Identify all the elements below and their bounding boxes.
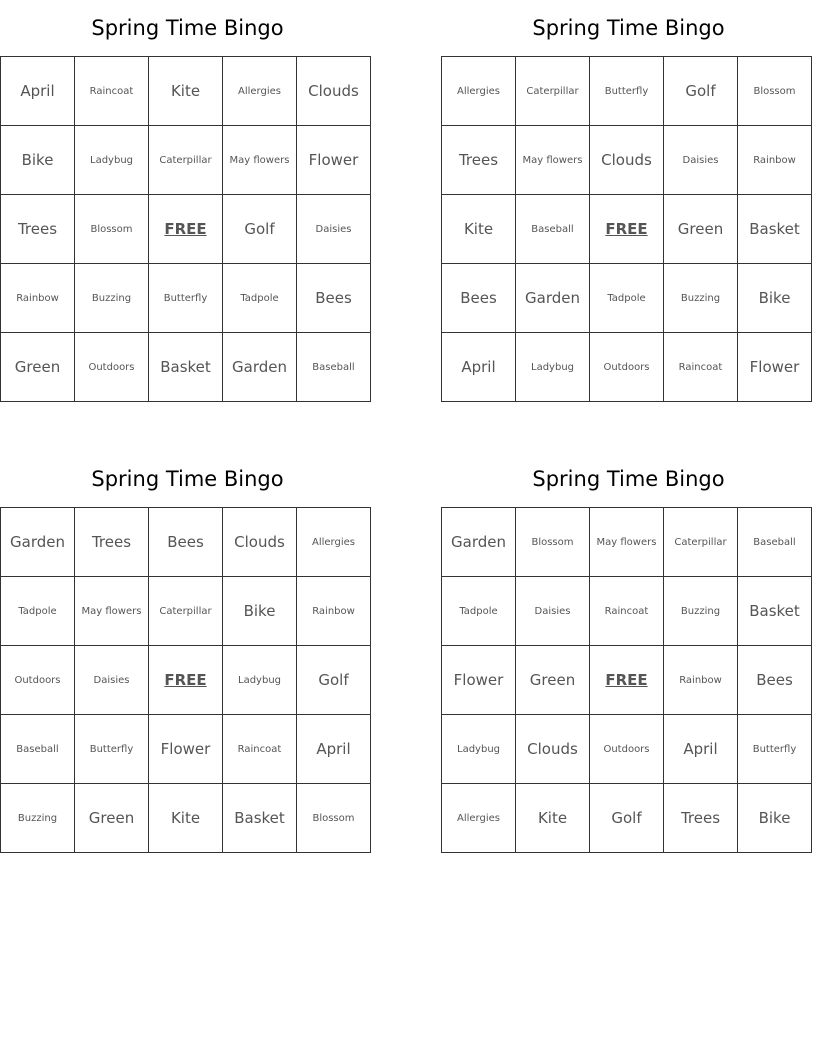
bingo-cell: Flower [738,333,812,402]
bingo-cell: Basket [738,577,812,646]
bingo-cell: Clouds [590,126,664,195]
bingo-cell: Ladybug [442,715,516,784]
free-space-cell: FREE [149,646,223,715]
bingo-cell: Basket [149,333,223,402]
bingo-cell: May flowers [223,126,297,195]
bingo-cell: Bike [223,577,297,646]
bingo-cell: Rainbow [297,577,371,646]
bingo-cell: Caterpillar [664,508,738,577]
free-space-cell: FREE [149,195,223,264]
bingo-cell: Butterfly [149,264,223,333]
bingo-cell: Clouds [223,508,297,577]
bingo-cell: Trees [442,126,516,195]
bingo-cell: Bike [738,264,812,333]
bingo-cell: Clouds [516,715,590,784]
bingo-cell: Rainbow [738,126,812,195]
bingo-cell: Daisies [297,195,371,264]
bingo-cell: Rainbow [664,646,738,715]
bingo-grid [0,56,371,402]
bingo-cell: Green [75,784,149,853]
bingo-cell: Tadpole [442,577,516,646]
bingo-cell: Kite [149,57,223,126]
bingo-cell: Baseball [516,195,590,264]
bingo-cell: Raincoat [590,577,664,646]
bingo-cell: Butterfly [75,715,149,784]
bingo-card-1 [0,0,375,402]
bingo-cell: Blossom [75,195,149,264]
bingo-cell: Ladybug [223,646,297,715]
bingo-cell: April [297,715,371,784]
bingo-cell: Clouds [297,57,371,126]
bingo-cell: Trees [664,784,738,853]
bingo-cell: Basket [223,784,297,853]
bingo-cell: Blossom [297,784,371,853]
free-space-cell: FREE [590,646,664,715]
bingo-cell: Golf [297,646,371,715]
bingo-cell: Kite [442,195,516,264]
bingo-cell: Buzzing [664,577,738,646]
bingo-cell: Daisies [75,646,149,715]
bingo-cell: Daisies [516,577,590,646]
bingo-grid [0,507,371,853]
card-title: Spring Time Bingo [91,16,284,40]
bingo-cell: Blossom [516,508,590,577]
bingo-cell: Ladybug [75,126,149,195]
bingo-grid [441,507,812,853]
bingo-cell: Bees [149,508,223,577]
bingo-cell: Baseball [297,333,371,402]
bingo-cell: Rainbow [1,264,75,333]
free-space-cell: FREE [590,195,664,264]
card-title: Spring Time Bingo [532,467,725,491]
bingo-cell: Butterfly [738,715,812,784]
bingo-cell: Golf [590,784,664,853]
bingo-cell: Allergies [297,508,371,577]
bingo-cell: Trees [1,195,75,264]
bingo-card-4 [441,451,816,853]
bingo-card-3 [0,451,375,853]
bingo-cell: Ladybug [516,333,590,402]
bingo-cell: Bike [738,784,812,853]
bingo-cell: May flowers [516,126,590,195]
bingo-cell: May flowers [590,508,664,577]
card-title: Spring Time Bingo [532,16,725,40]
bingo-cell: Flower [149,715,223,784]
bingo-cell: Outdoors [1,646,75,715]
bingo-cell: Outdoors [75,333,149,402]
bingo-cell: Bees [442,264,516,333]
bingo-cell: Green [516,646,590,715]
bingo-cell: Raincoat [664,333,738,402]
bingo-cell: Blossom [738,57,812,126]
card-title: Spring Time Bingo [91,467,284,491]
bingo-cell: Butterfly [590,57,664,126]
bingo-cell: Buzzing [664,264,738,333]
bingo-cell: April [664,715,738,784]
bingo-cell: Trees [75,508,149,577]
bingo-cell: Baseball [1,715,75,784]
bingo-cell: Baseball [738,508,812,577]
bingo-cell: Flower [297,126,371,195]
bingo-cell: Caterpillar [149,126,223,195]
bingo-cell: Daisies [664,126,738,195]
bingo-cell: Garden [1,508,75,577]
bingo-cell: Garden [223,333,297,402]
bingo-cell: Garden [442,508,516,577]
bingo-cell: Tadpole [590,264,664,333]
bingo-cell: May flowers [75,577,149,646]
bingo-cell: Golf [223,195,297,264]
bingo-cell: Tadpole [223,264,297,333]
bingo-card-2 [441,0,816,402]
bingo-cell: Bees [297,264,371,333]
bingo-cell: Allergies [223,57,297,126]
bingo-cell: Flower [442,646,516,715]
bingo-cell: Green [664,195,738,264]
bingo-cell: Caterpillar [149,577,223,646]
bingo-cell: Garden [516,264,590,333]
bingo-cell: Tadpole [1,577,75,646]
bingo-cell: Green [1,333,75,402]
bingo-cell: Allergies [442,57,516,126]
bingo-cell: Raincoat [75,57,149,126]
bingo-cell: Allergies [442,784,516,853]
bingo-cell: April [442,333,516,402]
bingo-cell: Bees [738,646,812,715]
bingo-cell: Kite [149,784,223,853]
bingo-cell: Buzzing [1,784,75,853]
bingo-cell: Golf [664,57,738,126]
bingo-cell: Raincoat [223,715,297,784]
bingo-grid [441,56,812,402]
bingo-cell: Caterpillar [516,57,590,126]
bingo-cell: Buzzing [75,264,149,333]
bingo-cell: Outdoors [590,333,664,402]
bingo-cell: Basket [738,195,812,264]
bingo-cell: Bike [1,126,75,195]
bingo-cell: Kite [516,784,590,853]
bingo-cell: April [1,57,75,126]
bingo-cell: Outdoors [590,715,664,784]
